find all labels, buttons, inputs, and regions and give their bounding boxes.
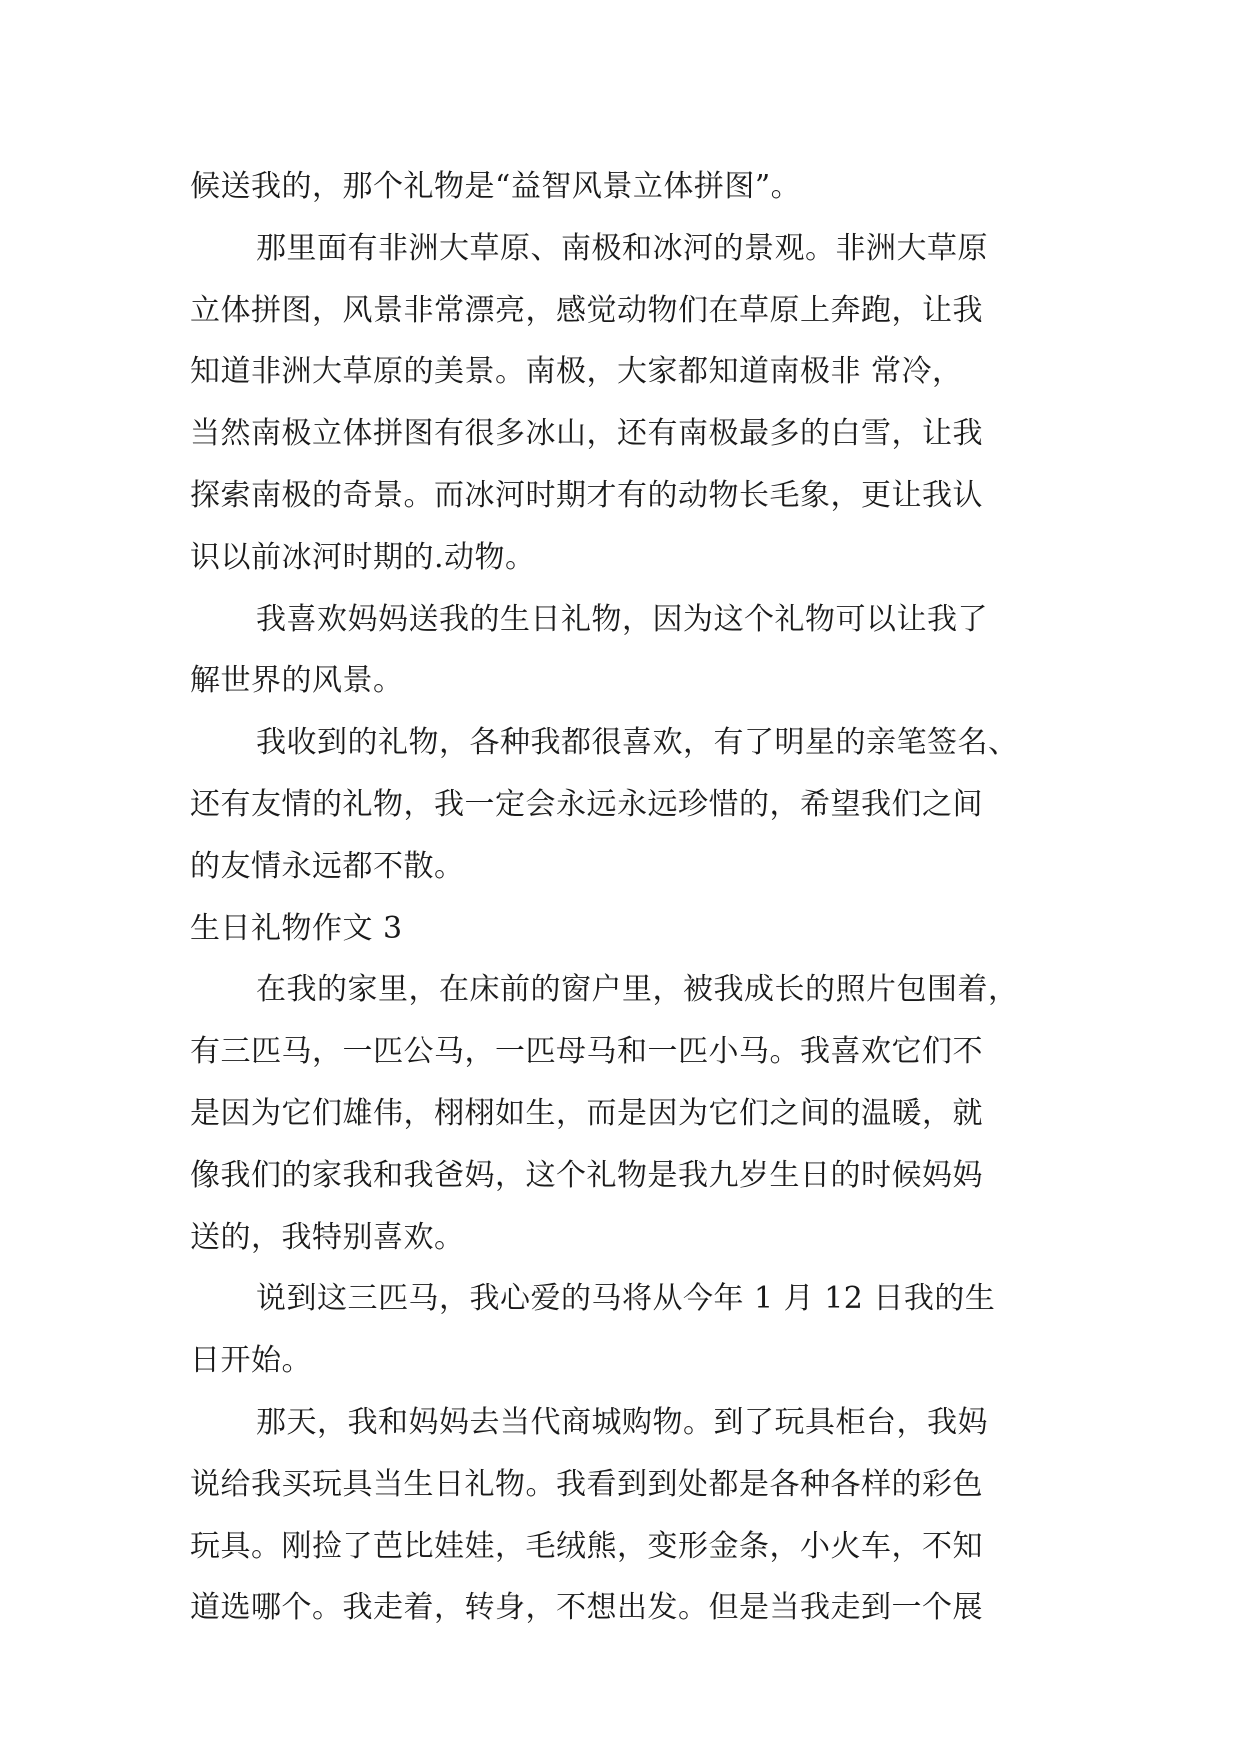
paragraph-start-line: 我喜欢妈妈送我的生日礼物，因为这个礼物可以让我了 bbox=[256, 601, 988, 637]
text-line: 候送我的，那个礼物是“益智风景立体拼图”。 bbox=[190, 169, 802, 204]
section-heading: 生日礼物作文 3 bbox=[190, 910, 403, 946]
paragraph-start-line: 那里面有非洲大草原、南极和冰河的景观。非洲大草原 bbox=[256, 230, 988, 266]
text-line: 当然南极立体拼图有很多冰山，还有南极最多的白雪，让我 bbox=[190, 416, 983, 452]
text-line: 立体拼图，风景非常漂亮，感觉动物们在草原上奔跑，让我 bbox=[190, 292, 983, 328]
text-line: 是因为它们雄伟，栩栩如生，而是因为它们之间的温暖，就 bbox=[190, 1095, 983, 1131]
text-line: 日开始。 bbox=[190, 1343, 312, 1379]
text-line: 知道非洲大草原的美景。南极，大家都知道南极非 常冷， bbox=[190, 354, 963, 390]
text-line: 的友情永远都不散。 bbox=[190, 848, 465, 884]
paragraph-start-line: 我收到的礼物，各种我都很喜欢，有了明星的亲笔签名、 bbox=[256, 725, 1019, 761]
text-line: 还有友情的礼物，我一定会永远永远珍惜的，希望我们之间 bbox=[190, 786, 983, 822]
paragraph-start-line: 在我的家里，在床前的窗户里，被我成长的照片包围着， bbox=[256, 972, 1019, 1008]
paragraph-start-line: 那天，我和妈妈去当代商城购物。到了玩具柜台，我妈 bbox=[256, 1404, 988, 1440]
text-line: 玩具。刚捡了芭比娃娃，毛绒熊，变形金条，小火车，不知 bbox=[190, 1528, 983, 1564]
text-line: 解世界的风景。 bbox=[190, 663, 404, 699]
body-text bbox=[190, 156, 1052, 1639]
text-line: 道选哪个。我走着，转身，不想出发。但是当我走到一个展 bbox=[190, 1590, 983, 1626]
text-line: 像我们的家我和我爸妈，这个礼物是我九岁生日的时候妈妈 bbox=[190, 1157, 983, 1193]
text-line: 识以前冰河时期的.动物。 bbox=[190, 539, 536, 575]
paragraph-start-line: 说到这三匹马，我心爱的马将从今年 1 月 12 日我的生 bbox=[256, 1281, 996, 1317]
text-line: 说给我买玩具当生日礼物。我看到到处都是各种各样的彩色 bbox=[190, 1466, 983, 1502]
text-line: 有三匹马，一匹公马，一匹母马和一匹小马。我喜欢它们不 bbox=[190, 1034, 983, 1070]
text-line: 探索南极的奇景。而冰河时期才有的动物长毛象，更让我认 bbox=[190, 477, 983, 513]
text-line: 送的，我特别喜欢。 bbox=[190, 1219, 465, 1255]
